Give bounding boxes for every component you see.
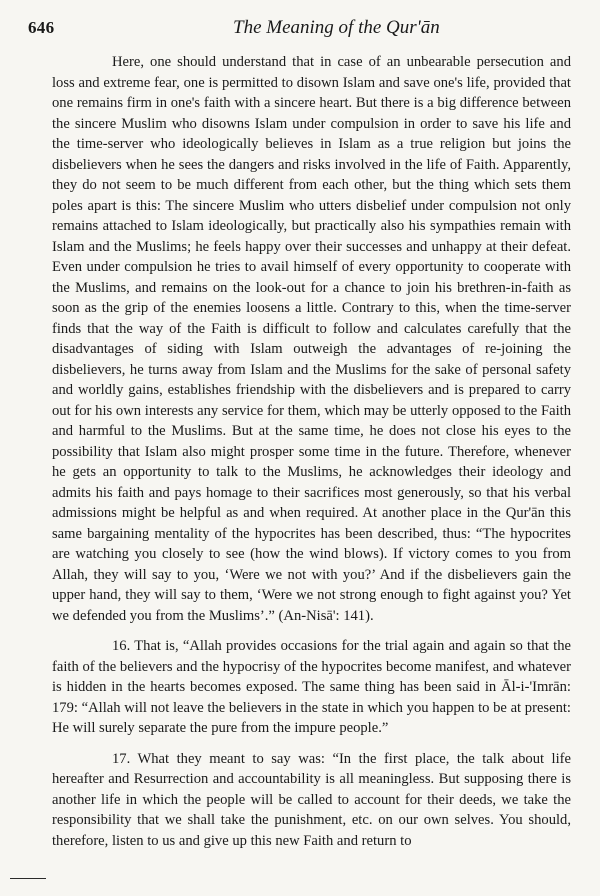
paragraph-commentary: Here, one should understand that in case of an unbearable persecution and loss and extreme fear, one is permitted to disown Islam and save one's life, provided that one remains firm in one's faith with a sincere heart. But there is a big difference between the sincere Muslim who disowns Islam under compulsion in order to save his life and the time-server who ideologically believes in Islam as a true religion but joins the disbelievers when he sees the dangers and risks involved in the life of Faith. Apparently, they do not seem to be much different from each other, but the thing which sets them poles apart is this: The sincere Muslim who utters disbelief under compulsion not only remains attached to Islam ideologically, but practically also his sympathies remain with Islam and the Muslims; he feels happy over their successes and unhappy at their defeat. Even under compulsion he tries to avail himself of every opportunity to cooperate with the Muslims, and remains on the look-out for a chance to join his brethren-in-faith as soon as the grip of the enemies loosens a little. Contrary to this, when the time-server finds that the way of the Faith is difficult to follow and calculates carefully that the disadvantages of siding with Islam outweigh the advantages of re-joining the disbelievers, he turns away from Islam and the Muslims for the sake of personal safety and worldly gains, establishes friendship with the disbelievers and is prepared to carry out for his own interests any service for them, which may be utterly opposed to the Faith and harmful to the Muslims. But at the same time, he does not close his eyes to the possibility that Islam also might prosper some time in the future. Therefore, whenever he gets an opportunity to talk to the Muslims, he acknowledges their ideology and admits his faith and pays homage to their sacrifices most generously, so that his verbal admissions might be helpful as and when required. At another place in the Qur'ān this same bargaining mentality of the hypocrites has been described, thus: “The hypocrites are watching you closely to see (how the wind blows). If victory comes to you from Allah, they will say to you, ‘Were we not with you?’ And if the disbelievers gain the upper hand, they will say to them, ‘Were we not strong enough to fight against you? Yet we defended you from the Muslims’.” (An-Nisā': 141).: [52, 54, 571, 624]
body-text: [52, 52, 571, 851]
paragraph-note-16: 16. That is, “Allah provides occasions for the trial again and again so that the faith of the believers and the hypocrisy of the hypocrites become manifest, and whatever is hidden in the hearts becomes exposed. The same thing has been said in Āl-i-'Imrān: 179: “Allah will not leave the believers in the state in which you happen to be at present: He will surely separate the pure from the impure people.”: [52, 638, 571, 736]
paragraph-note-17: 17. What they meant to say was: “In the first place, the talk about life hereafter and Resurrection and accountability is all meaningless. But supposing there is another life in which the people will be called to account for their deeds, we take the responsibility that we shall take the punishment, etc. on our own selves. You should, therefore, listen to us and give up this new Faith and return to: [52, 750, 571, 849]
page-header: [28, 18, 564, 42]
margin-dash: [10, 878, 46, 879]
page-number: 646: [28, 18, 55, 37]
running-title: The Meaning of the Qur'ān: [233, 17, 440, 38]
